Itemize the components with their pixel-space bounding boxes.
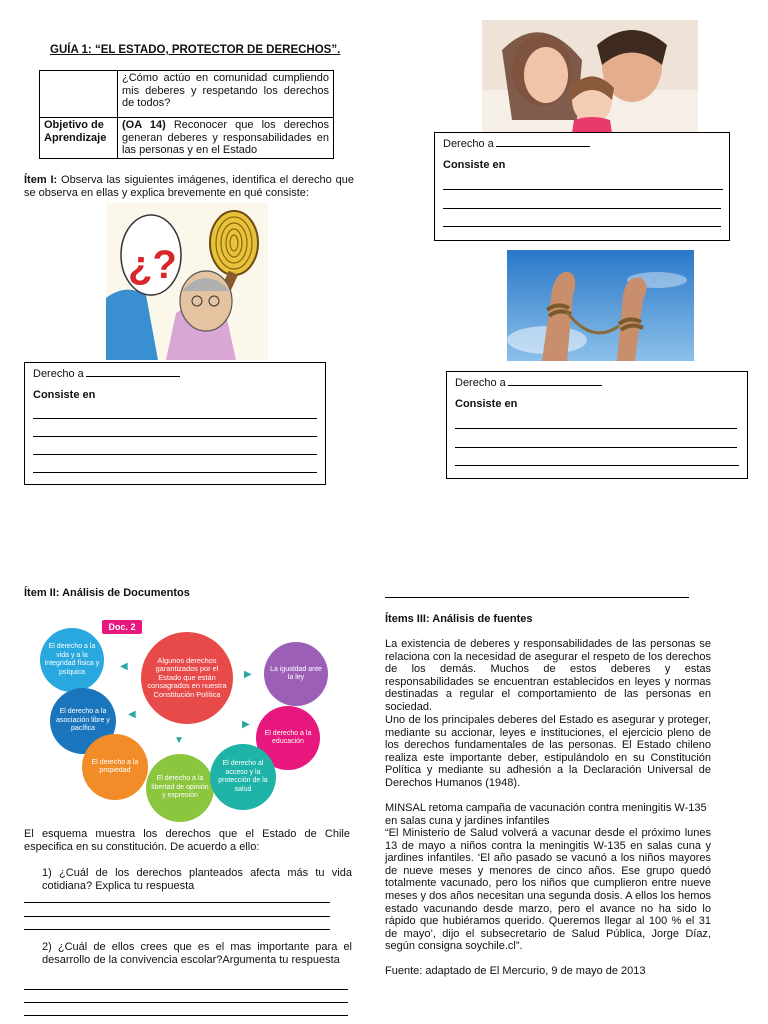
item2-intro: El esquema muestra los derechos que el Estado de Chile especifica en su constitución. De acuerdo a ello: (24, 828, 350, 853)
empty-cell (40, 71, 118, 118)
answer-line[interactable] (24, 1015, 348, 1016)
separator-line (385, 597, 689, 598)
objective-text: (OA 14) Reconocer que los derechos generan deberes y responsabilidades en las personas y en el Estado (118, 118, 334, 159)
consiste-label: Consiste en (33, 389, 96, 401)
diagram-node-igualdad: La igualdad ante la ley (264, 642, 328, 706)
question-1: 1) ¿Cuál de los derechos planteados afecta más tu vida cotidiana? Explica tu respuesta (42, 867, 352, 892)
answer-line[interactable] (33, 436, 317, 437)
item2-heading: Ítem II: Análisis de Documentos (24, 587, 190, 599)
item3-heading: Ítems III: Análisis de fuentes (385, 613, 533, 625)
rights-diagram (24, 614, 356, 822)
diagram-node-propiedad: El derecho a la propiedad (82, 734, 148, 800)
consiste-label: Consiste en (455, 398, 518, 410)
arrow-icon: ◀ (120, 661, 128, 672)
answer-line[interactable] (33, 418, 317, 419)
diagram-node-educacion: El derecho a la educación (256, 706, 320, 770)
item3-paragraph-1: La existencia de deberes y responsabilidades de las personas se relaciona con la necesidad de asegurar el respeto de los derechos de los demás. Muchos de estos deberes y estas responsabilidades se encuentran establecidos en leyes y normas destinadas a regular el comportamiento de las personas en sociedad. (385, 638, 711, 713)
objective-label: Objetivo de Aprendizaje (40, 118, 118, 159)
answer-line[interactable] (24, 1002, 348, 1003)
news-quote: “El Ministerio de Salud volverá a vacunar desde el próximo lunes 13 de mayo a niños contra la meningitis W-135 en salas cuna y jardines infantiles. ‘El año pasado se vacunó a los niños mayores de nueve meses y menores de cinco años. Ese grupo quedó totalmente vacunado, pero los niños que cumplieron entre nueve meses y dos años necesitan una segunda dosis. A ellos los hemos estado vacunando desde marzo, pero el avance no ha sido lo rápido que hubiéramos querido. Queremos llegar al 100 % el 31 de mayo’, dijo el subsecretario de Salud Pública, Jorge Díaz, según consigna soychile.cl”. (385, 827, 711, 953)
answer-line[interactable] (443, 208, 721, 209)
answer-line[interactable] (33, 454, 317, 455)
arrow-icon: ◀ (128, 709, 136, 720)
identity-illustration (106, 203, 268, 360)
derecho-label: Derecho a (443, 137, 590, 150)
question-2: 2) ¿Cuál de ellos crees que es el mas importante para el desarrollo de la convivencia escolar?Argumenta tu respuesta (42, 941, 352, 966)
item3-paragraph-2: Uno de los principales deberes del Estado es asegurar y proteger, mediante su accionar, leyes e instituciones, el ejercicio pleno de los derechos fundamentales de las personas. El Estado chileno realiza este importante deber, estipulándolo en su Constitución Política y mediante su adhesión a la Declaración Universal de Derechos Humanos (1948). (385, 714, 711, 789)
answer-box-3 (446, 371, 748, 479)
answer-box-1 (24, 362, 326, 485)
arrow-icon: ▼ (174, 735, 184, 746)
answer-line[interactable] (24, 902, 330, 903)
answer-line[interactable] (24, 916, 330, 917)
derecho-blank[interactable] (508, 376, 602, 386)
item1-instructions: Ítem I: Observa las siguientes imágenes, identifica el derecho que se observa en ellas y explica brevemente en qué consiste: (24, 174, 354, 199)
news-title: MINSAL retoma campaña de vacunación contra meningitis W-135 en salas cuna y jardines infantiles (385, 802, 707, 827)
diagram-node-asociacion: El derecho a la asociación libre y pacífica (50, 688, 116, 754)
derecho-blank[interactable] (86, 367, 180, 377)
freed-hands-photo (507, 250, 694, 361)
answer-line[interactable] (33, 472, 317, 473)
answer-line[interactable] (455, 447, 737, 448)
answer-line[interactable] (24, 989, 348, 990)
diagram-node-opinion: El derecho a la libertad de opinión y expresión (146, 754, 214, 822)
objective-table (39, 70, 334, 159)
derecho-blank[interactable] (496, 137, 590, 147)
answer-line[interactable] (24, 929, 330, 930)
answer-line[interactable] (455, 428, 737, 429)
arrow-icon: ▶ (242, 719, 250, 730)
derecho-label: Derecho a (455, 376, 602, 389)
consiste-label: Consiste en (443, 159, 506, 171)
derecho-label: Derecho a (33, 367, 180, 380)
family-photo (482, 20, 698, 133)
doc-tag: Doc. 2 (102, 620, 142, 634)
answer-line[interactable] (443, 189, 723, 190)
answer-line[interactable] (443, 226, 721, 227)
guiding-question: ¿Cómo actúo en comunidad cumpliendo mis deberes y respetando los derechos de todos? (118, 71, 334, 118)
answer-box-2 (434, 132, 730, 241)
diagram-node-vida: El derecho a la vida y a la integridad física y psíquica (40, 628, 104, 692)
arrow-icon: ▶ (244, 669, 252, 680)
diagram-center: Algunos derechos garantizados por el Estado que están consagrados en nuestra Constitución Política (141, 632, 233, 724)
source-citation: Fuente: adaptado de El Mercurio, 9 de mayo de 2013 (385, 965, 646, 977)
answer-line[interactable] (455, 465, 739, 466)
image-question-mark: ¿? (128, 243, 177, 287)
page-title: GUÍA 1: “EL ESTADO, PROTECTOR DE DERECHOS”. (50, 44, 341, 56)
diagram-node-salud: El derecho al acceso y la protección de la salud (210, 744, 276, 810)
